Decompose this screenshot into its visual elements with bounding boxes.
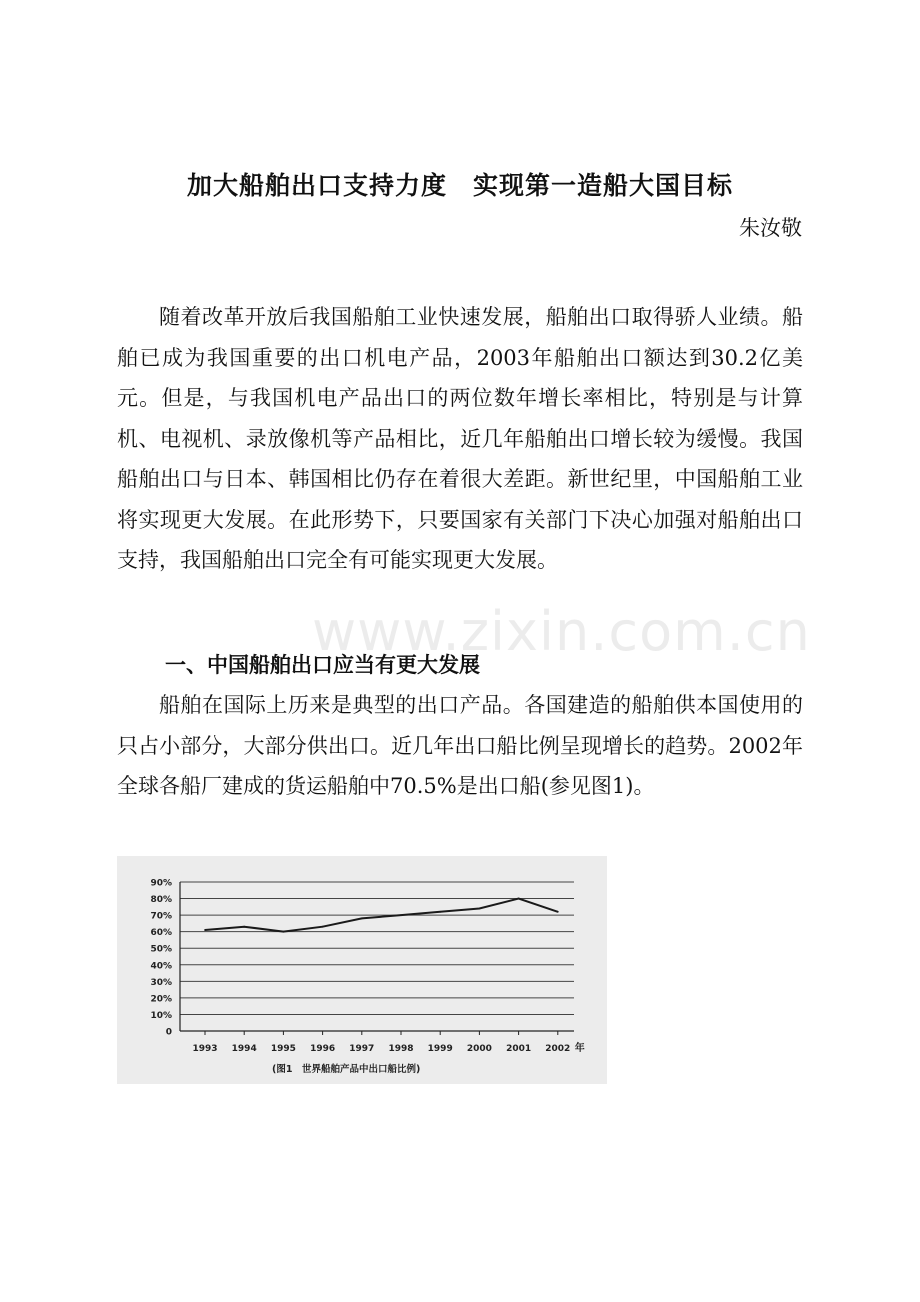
section-heading: 一、中国船舶出口应当有更大发展 bbox=[165, 653, 480, 677]
data-point bbox=[361, 918, 363, 920]
data-point bbox=[283, 931, 285, 933]
x-tick-label: 1996 bbox=[310, 1044, 336, 1054]
data-point bbox=[439, 911, 441, 913]
paragraph-intro: 随着改革开放后我国船舶工业快速发展，船舶出口取得骄人业绩。船舶已成为我国重要的出口机电产品，2003年船舶出口额达到30.2亿美元。但是，与我国机电产品出口的两位数年增长率相比，特别是与计算机、电视机、录放像机等产品相比，近几年船舶出口增长较为缓慢。我国船舶出口与日本、韩国相比仍存在着很大差距。新世纪里，中国船舶工业将实现更大发展。在此形势下，只要国家有关部门下决心加强对船舶出口支持，我国船舶出口完全有可能实现更大发展。 bbox=[117, 305, 803, 572]
y-tick-label: 10% bbox=[150, 1010, 172, 1021]
x-tick-label: 1995 bbox=[270, 1044, 296, 1054]
y-tick-label: 20% bbox=[150, 994, 172, 1005]
x-unit-label: 年 bbox=[574, 1043, 585, 1054]
y-tick-label: 40% bbox=[150, 961, 172, 972]
data-point bbox=[322, 926, 324, 928]
x-tick-label: 1993 bbox=[192, 1044, 218, 1054]
x-tick-label: 1998 bbox=[388, 1044, 414, 1054]
y-tick-label: 80% bbox=[150, 895, 172, 906]
author-name: 朱汝敬 bbox=[739, 216, 802, 240]
article-title: 加大船舶出口支持力度 实现第一造船大国目标 bbox=[186, 171, 733, 200]
data-point bbox=[400, 914, 402, 916]
data-point bbox=[204, 929, 206, 931]
watermark: www.zixin.com.cn bbox=[312, 600, 811, 663]
y-tick-label: 50% bbox=[150, 944, 172, 955]
y-tick-label: 90% bbox=[150, 878, 172, 889]
figure-caption: (图1 世界船舶产品中出口船比例) bbox=[272, 1064, 421, 1075]
y-tick-label: 60% bbox=[150, 928, 172, 939]
y-tick-label: 70% bbox=[150, 911, 172, 922]
data-point bbox=[518, 898, 520, 900]
y-tick-label: 30% bbox=[150, 977, 172, 988]
y-tick-label: 0 bbox=[165, 1027, 172, 1038]
data-point bbox=[243, 926, 245, 928]
data-point bbox=[557, 911, 559, 913]
x-tick-label: 1994 bbox=[231, 1044, 257, 1054]
figure-1 bbox=[117, 856, 607, 1084]
x-tick-label: 1997 bbox=[349, 1044, 375, 1054]
x-tick-label: 2000 bbox=[466, 1044, 492, 1054]
data-point bbox=[479, 908, 481, 910]
x-tick-label: 2001 bbox=[506, 1044, 532, 1054]
paragraph-export-ratio: 船舶在国际上历来是典型的出口产品。各国建造的船舶供本国使用的只占小部分，大部分供出口。近几年出口船比例呈现增长的趋势。2002年全球各船厂建成的货运船舶中70.5%是出口船(参见图1)。 bbox=[117, 693, 803, 798]
x-tick-label: 2002 bbox=[545, 1044, 571, 1054]
x-tick-label: 1999 bbox=[427, 1044, 453, 1054]
line-chart bbox=[117, 856, 607, 1084]
